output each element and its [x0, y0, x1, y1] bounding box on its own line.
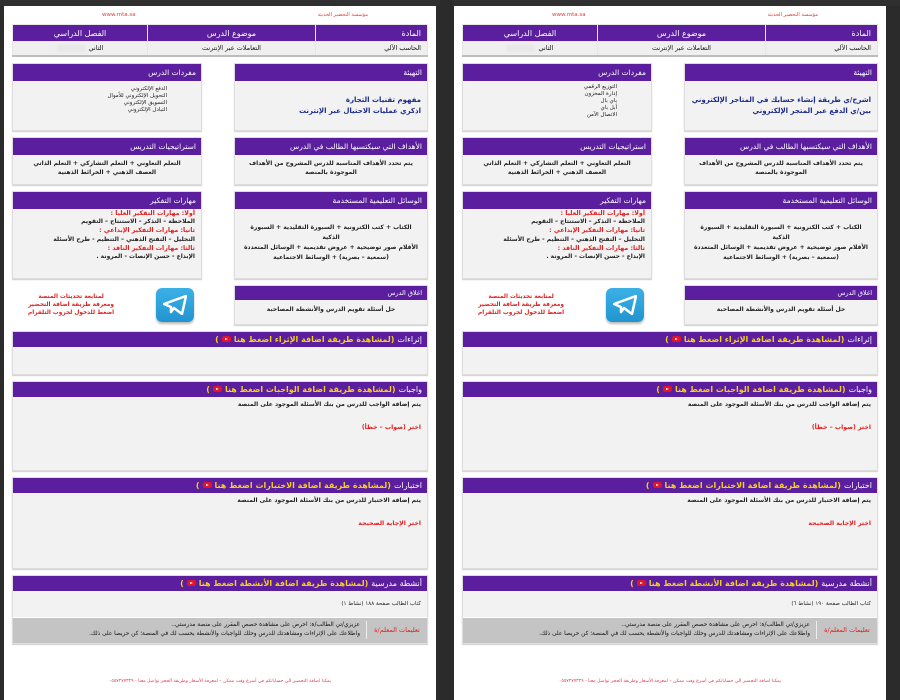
promo-line-3: اضغط للدخول لجروب التلقرام	[28, 309, 115, 316]
vocab-item: أبل باي	[600, 104, 617, 111]
page-footer: يمكنا اضافة التحضير الى حساباتكم في أسرع وقت ممكن – لمعرفة الأسعار وطريقة الحجز تواصل معنا - ٠٥٥٧٢٧٧٣٢٩	[558, 679, 782, 684]
telegram-promo[interactable]	[12, 285, 202, 325]
topic-header: موضوع الدرس	[148, 25, 316, 42]
brand-url[interactable]: www.mta.sa	[102, 12, 136, 18]
tools-line-2: الأقلام صور توضيحية + عروض تقديمية + الوسائل المتعددة	[244, 243, 418, 251]
intro-line-2: بين/ي الدفع عبر المتجر الإلكتروني	[752, 106, 871, 115]
enrich-label: إثراءات	[847, 334, 872, 344]
term-cell	[13, 42, 148, 56]
vocab-item: التوزيع الرقمي	[583, 83, 617, 90]
term-cell	[463, 42, 598, 56]
term-header: الفصل الدراسي	[463, 25, 598, 42]
skills-heading-2: ثانيا: مهارات التفكير الإبداعي :	[549, 227, 645, 235]
telegram-icon[interactable]	[606, 288, 644, 322]
tools-line-3: (سمعية – بصرية) + الوسائط الاجتماعية	[273, 253, 389, 261]
vocab-box	[12, 63, 202, 131]
vocab-item: التحويل الإلكتروني للأموال	[107, 92, 167, 99]
tools-header: الوسائل التعليمية المستخدمة	[685, 192, 877, 209]
tests-answer-type: اختر الإجابة الصحيحة	[808, 519, 871, 527]
skills-line-1: الملاحظة – التذكر – الاستنتاج – التقويم	[81, 218, 195, 226]
brand-row	[462, 6, 878, 24]
vocab-item: التبادل الإلكتروني	[127, 106, 167, 113]
strategies-line-1: التعلم التعاوني + التعلم التشاركي + التعلم الذاتي	[483, 159, 631, 167]
intro-header: التهيئة	[235, 64, 427, 81]
teacher-notes-label: تعليمات المعلم/ة	[374, 626, 420, 634]
intro-box	[684, 63, 878, 131]
closing-header: اغلاق الدرس	[685, 286, 877, 300]
youtube-icon	[203, 482, 212, 488]
brand-org: مؤسسة التحضير الحديثة	[317, 12, 368, 18]
notes-line-2: واطلاعك على الإثراءات ومشاهدتك للدرس وحلك للواجبات والأنشطة يحسب لك في المنصة؛ كن حريصا على ذلك.	[89, 631, 360, 637]
youtube-icon	[222, 336, 231, 342]
intro-line-1: مفهوم تقنيات التجارة	[345, 95, 421, 104]
vocab-item: التسويق الإلكتروني	[123, 99, 167, 106]
skills-header: مهارات التفكير	[13, 192, 201, 209]
redacted-mark	[57, 45, 85, 52]
subject-value: الحاسب الآلي	[766, 42, 878, 56]
tools-line-2: الأقلام صور توضيحية + عروض تقديمية + الوسائل المتعددة	[694, 243, 868, 251]
promo-line-2: ومعرفة طريقة اضافة التحضير	[28, 301, 114, 308]
subject-value: الحاسب الآلي	[316, 42, 428, 56]
lesson-plan-page-2	[454, 6, 886, 700]
enrich-link[interactable]: (لمشاهدة طريقة اضافة الإثراء اضغط هنا)	[215, 334, 395, 344]
term-value: الثاني	[88, 44, 104, 53]
homework-box	[462, 381, 878, 471]
strategies-box	[12, 137, 202, 185]
vocab-item: الدفع الإلكتروني	[130, 85, 167, 92]
homework-answer-type: اختر (صواب – خطأ)	[361, 423, 421, 431]
promo-line-3: اضغط للدخول لجروب التلقرام	[478, 309, 565, 316]
intro-line-2: اذكري عمليات الاحتيال عبر الإنترنت	[299, 106, 421, 115]
skills-line-2: التحليل – التفتح الذهني – التنظيم - طرح الأسئلة	[503, 235, 645, 243]
tests-box	[12, 477, 428, 569]
telegram-promo[interactable]	[462, 285, 652, 325]
closing-box	[684, 285, 878, 325]
teacher-notes-row	[13, 617, 427, 643]
notes-line-1: عزيزي/تي الطالب/ة: احرص على مشاهدة حصص المقرر على منصة مدرستي..	[171, 622, 360, 628]
brand-org: مؤسسة التحضير الحديثة	[767, 12, 818, 18]
skills-heading-2: ثانيا: مهارات التفكير الإبداعي :	[99, 227, 195, 235]
enrich-label: إثراءات	[397, 334, 422, 344]
homework-box	[12, 381, 428, 471]
activity-text: كتاب الطالب صفحة ١٨٨ (نشاط ١)	[341, 600, 421, 607]
homework-text: يتم إضافة الواجب للدرس من بنك الأسئلة الموجود على المنصة	[237, 400, 421, 408]
strategies-line-2: العصف الذهني + الخرائط الذهنية	[57, 168, 157, 176]
skills-heading-1: أولا: مهارات التفكير العليا :	[560, 209, 645, 217]
tests-text: يتم إضافة الاختبار للدرس من بنك الأسئلة الموجود على المنصة	[687, 496, 871, 504]
brand-url[interactable]: www.mta.sa	[552, 12, 586, 18]
strategies-header: استراتيجيات التدريس	[463, 138, 651, 155]
closing-text: حل أسئلة تقويم الدرس والأنشطة المصاحبة	[266, 305, 396, 313]
goals-header: الأهداف التي سيكتسبها الطالب في الدرس	[685, 138, 877, 155]
page-footer: يمكنا اضافة التحضير الى حساباتكم في أسرع وقت ممكن – لمعرفة الأسعار وطريقة الحجز تواصل معنا - ٠٥٥٧٢٧٧٣٢٩	[108, 679, 332, 684]
closing-header: اغلاق الدرس	[235, 286, 427, 300]
intro-box	[234, 63, 428, 131]
notes-line-2: واطلاعك على الإثراءات ومشاهدتك للدرس وحلك للواجبات والأنشطة يحسب لك في المنصة؛ كن حريصا على ذلك.	[539, 631, 810, 637]
homework-label: واجبات	[398, 384, 422, 394]
strategies-header: استراتيجيات التدريس	[13, 138, 201, 155]
notes-line-1: عزيزي/تي الطالب/ة: احرص على مشاهدة حصص المقرر على منصة مدرستي..	[621, 622, 810, 628]
skills-line-2: التحليل – التفتح الذهني – التنظيم - طرح الأسئلة	[53, 235, 195, 243]
tools-box	[234, 191, 428, 279]
subject-header: المادة	[316, 25, 428, 42]
brand-row	[12, 6, 428, 24]
tests-text: يتم إضافة الاختبار للدرس من بنك الأسئلة الموجود على المنصة	[237, 496, 421, 504]
telegram-icon[interactable]	[156, 288, 194, 322]
tools-box	[684, 191, 878, 279]
skills-heading-1: أولا: مهارات التفكير العليا :	[110, 209, 195, 217]
tests-link[interactable]: (لمشاهدة طريقة اضافة الاختبارات اضغط هنا)	[195, 480, 391, 490]
vocab-header: مفردات الدرس	[463, 64, 651, 81]
page-gap	[440, 0, 452, 700]
homework-link[interactable]: (لمشاهدة طريقة اضافة الواجبات اضغط هنا)	[206, 384, 396, 394]
skills-line-1: الملاحظة – التذكر – الاستنتاج – التقويم	[531, 218, 645, 226]
activity-text: كتاب الطالب صفحة ١٩٠ (نشاط ٦)	[791, 600, 871, 607]
tests-label: اختبارات	[843, 480, 872, 490]
activities-label: أنشطة مدرسية	[821, 578, 872, 588]
lesson-plan-page-1	[4, 6, 436, 700]
homework-link[interactable]: (لمشاهدة طريقة اضافة الواجبات اضغط هنا)	[656, 384, 846, 394]
goals-box	[234, 137, 428, 185]
enrich-link[interactable]: (لمشاهدة طريقة اضافة الإثراء اضغط هنا)	[665, 334, 845, 344]
intro-header: التهيئة	[685, 64, 877, 81]
skills-line-3: الإبداع - حسن الإنصات - المرونة .	[546, 253, 645, 261]
lesson-meta-table	[12, 24, 428, 57]
goals-text: يتم تحدد الأهداف المناسبة للدرس المشروح من الأهداف الموجودة بالمنصة	[699, 159, 863, 176]
youtube-icon	[213, 386, 222, 392]
tests-answer-type: اختر الإجابة الصحيحة	[358, 519, 421, 527]
skills-line-3: الإبداع - حسن الإنصات - المرونة .	[96, 253, 195, 261]
activities-box	[462, 575, 878, 644]
tools-line-3: (سمعية – بصرية) + الوسائط الاجتماعية	[723, 253, 839, 261]
tools-line-1: الكتاب + كتب الكترونية + السبورة التقليدية + السبورة الذكية	[250, 223, 412, 241]
closing-box	[234, 285, 428, 325]
vocab-box	[462, 63, 652, 131]
tests-link[interactable]: (لمشاهدة طريقة اضافة الاختبارات اضغط هنا)	[645, 480, 841, 490]
skills-box	[462, 191, 652, 279]
vocab-item: الاتصال الآمن	[586, 111, 617, 118]
promo-line-1: لمتابعة تحديثات المنصة	[38, 293, 104, 300]
teacher-notes-row	[463, 617, 877, 643]
tools-line-1: الكتاب + كتب الكترونية + السبورة التقليدية + السبورة الذكية	[700, 223, 862, 241]
promo-line-1: لمتابعة تحديثات المنصة	[488, 293, 554, 300]
skills-header: مهارات التفكير	[463, 192, 651, 209]
tests-label: اختبارات	[393, 480, 422, 490]
enrich-box	[12, 331, 428, 375]
teacher-notes-label: تعليمات المعلم/ة	[824, 626, 870, 634]
youtube-icon	[672, 336, 681, 342]
topic-value: التعاملات عبر الإنترنت	[148, 42, 316, 56]
redacted-mark	[507, 45, 535, 52]
skills-heading-3: ثالثا: مهارات التفكير الناقد :	[557, 244, 645, 252]
skills-heading-3: ثالثا: مهارات التفكير الناقد :	[107, 244, 195, 252]
lesson-meta-table	[462, 24, 878, 57]
strategies-box	[462, 137, 652, 185]
goals-text: يتم تحدد الأهداف المناسبة للدرس المشروح من الأهداف الموجودة بالمنصة	[249, 159, 413, 176]
activities-box	[12, 575, 428, 644]
homework-label: واجبات	[848, 384, 872, 394]
youtube-icon	[637, 580, 646, 586]
topic-header: موضوع الدرس	[598, 25, 766, 42]
goals-box	[684, 137, 878, 185]
homework-answer-type: اختر (صواب – خطأ)	[811, 423, 871, 431]
youtube-icon	[187, 580, 196, 586]
homework-text: يتم إضافة الواجب للدرس من بنك الأسئلة الموجود على المنصة	[687, 400, 871, 408]
intro-line-1: اشرح/ي طريقة إنشاء حسابك في المتاجر الإلكتروني	[691, 95, 871, 104]
term-value: الثاني	[538, 44, 554, 53]
youtube-icon	[653, 482, 662, 488]
activities-label: أنشطة مدرسية	[371, 578, 422, 588]
strategies-line-2: العصف الذهني + الخرائط الذهنية	[507, 168, 607, 176]
topic-value: التعاملات عبر الإنترنت	[598, 42, 766, 56]
strategies-line-1: التعلم التعاوني + التعلم التشاركي + التعلم الذاتي	[33, 159, 181, 167]
activities-link[interactable]: (لمشاهدة طريقة اضافة الأنشطة اضغط هنا)	[630, 578, 819, 588]
enrich-box	[462, 331, 878, 375]
youtube-icon	[663, 386, 672, 392]
term-header: الفصل الدراسي	[13, 25, 148, 42]
tests-box	[462, 477, 878, 569]
tools-header: الوسائل التعليمية المستخدمة	[235, 192, 427, 209]
vocab-item: إدارة المخزون	[584, 90, 617, 97]
vocab-item: باي بال	[600, 97, 617, 104]
subject-header: المادة	[766, 25, 878, 42]
goals-header: الأهداف التي سيكتسبها الطالب في الدرس	[235, 138, 427, 155]
closing-text: حل أسئلة تقويم الدرس والأنشطة المصاحبة	[716, 305, 846, 313]
activities-link[interactable]: (لمشاهدة طريقة اضافة الأنشطة اضغط هنا)	[180, 578, 369, 588]
skills-box	[12, 191, 202, 279]
vocab-header: مفردات الدرس	[13, 64, 201, 81]
promo-line-2: ومعرفة طريقة اضافة التحضير	[478, 301, 564, 308]
